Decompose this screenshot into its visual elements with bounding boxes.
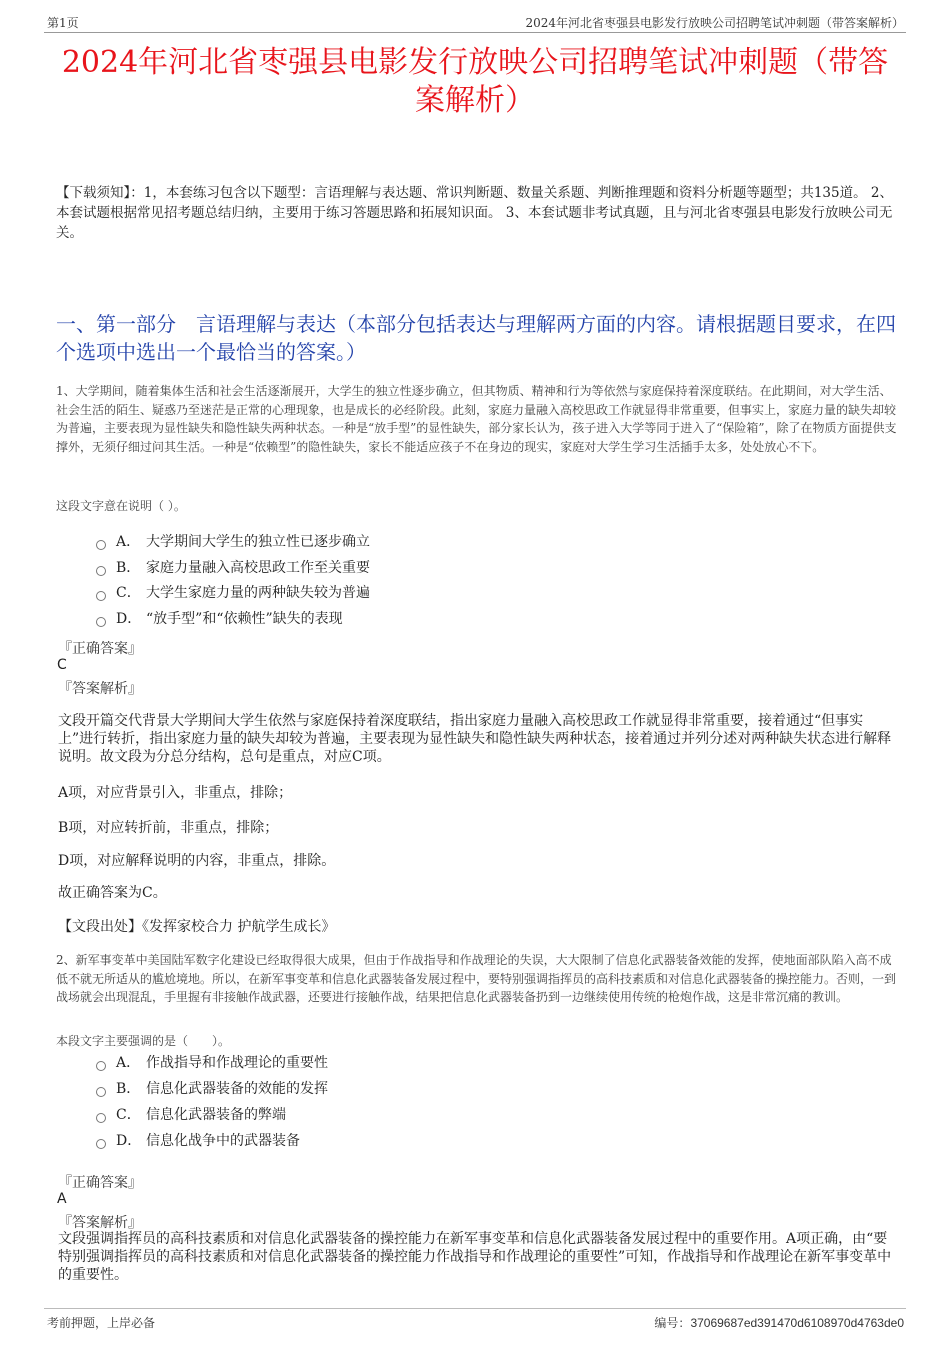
header-divider xyxy=(44,32,906,33)
question-1-stem: 1、大学期间，随着集体生活和社会生活逐渐展开，大学生的独立性逐步确立，但其物质、精神和行为等依然与家庭保持着深度联结。在此期间，对大学生活、社会生活的陌生、疑惑乃至迷茫是正常的心理现象，也是成长的必经阶段。此刻，家庭力量融入高校思政工作就显得非常重要，但事实上，家庭力量的缺失却较为普遍，主要表现为显性缺失和隐性缺失两种状态。一种是“放手型”的显性缺失，部分家长认为，孩子进入大学等同于进入了“保险箱”，除了在物质方面提供支撑外，无须仔细过问其生活。一种是“依赖型”的隐性缺失，家长不能适应孩子不在身边的现实，家庭对大学生学习生活插手太多，处处放心不下。 xyxy=(56,384,897,454)
radio-icon[interactable] xyxy=(96,1139,106,1149)
question-1-analysis: 文段开篇交代背景大学期间大学生依然与家庭保持着深度联结，指出家庭力量融入高校思政工作就显得非常重要，接着通过“但事实上”进行转折，指出家庭力量的缺失却较为普遍，主要表现为显性缺失和隐性缺失两种状态，接着通过并列分述对两种缺失状态进行解释说明。故文段为分总分结构，总句是重点，对应C项。 xyxy=(58,713,892,765)
question-2-option-b[interactable] xyxy=(96,1079,328,1099)
footer-id-value: 37069687ed391470d6108970d4763de0 xyxy=(690,1316,904,1330)
question-1-answer: C xyxy=(57,657,67,673)
question-2-answer: A xyxy=(57,1191,67,1207)
radio-icon[interactable] xyxy=(96,566,106,576)
radio-icon[interactable] xyxy=(96,1061,106,1071)
header-page-label: 第1页 xyxy=(47,16,79,30)
question-1-option-b[interactable] xyxy=(96,558,370,578)
section-title: 一、第一部分 言语理解与表达（本部分包括表达与理解两方面的内容。请根据题目要求，在四个选项中选出一个最恰当的答案。） xyxy=(56,312,896,364)
question-1-prompt: 这段文字意在说明（ ）。 xyxy=(56,499,186,513)
footer-divider xyxy=(44,1308,906,1309)
radio-icon[interactable] xyxy=(96,591,106,601)
option-text: “放手型”和“依赖性”缺失的表现 xyxy=(146,611,343,627)
option-letter: A． xyxy=(116,534,141,550)
option-letter: B． xyxy=(116,1081,141,1097)
download-notice: 【下载须知】：1，本套练习包含以下题型：言语理解与表达题、常识判断题、数量关系题、判断推理题和资料分析题等题型；共135道。 2、本套试题根据常见招考题总结归纳，主要用于练习答题思路和拓展知识面。 3、本套试题非考试真题，且与河北省枣强县电影发行放映公司无关。 xyxy=(56,185,893,241)
question-2-analysis-label: 『答案解析』 xyxy=(58,1215,142,1231)
question-1-analysis-line: B项，对应转折前，非重点，排除； xyxy=(58,820,279,836)
option-text: 大学生家庭力量的两种缺失较为普遍 xyxy=(146,585,370,601)
page-title: 2024年河北省枣强县电影发行放映公司招聘笔试冲刺题（带答案解析） xyxy=(61,45,889,118)
option-text: 家庭力量融入高校思政工作至关重要 xyxy=(146,560,370,576)
question-2-analysis: 文段强调指挥员的高科技素质和对信息化武器装备的操控能力在新军事变革和信息化武器装备发展过程中的重要作用。A项正确，由“要特别强调指挥员的高科技素质和对信息化武器装备的操控能力作战指导和作战理论的重要性”可知，作战指导和作战理论在新军事变革中的重要性。 xyxy=(58,1231,892,1283)
question-1-option-d[interactable] xyxy=(96,609,343,629)
question-1-analysis-line: A项，对应背景引入，非重点，排除； xyxy=(58,785,293,801)
question-2-prompt: 本段文字主要强调的是（ ）。 xyxy=(56,1034,231,1048)
radio-icon[interactable] xyxy=(96,540,106,550)
option-text: 大学期间大学生的独立性已逐步确立 xyxy=(146,534,370,550)
question-1-option-c[interactable] xyxy=(96,583,370,603)
footer-document-id xyxy=(654,1314,904,1331)
question-1-analysis-label: 『答案解析』 xyxy=(58,681,142,697)
option-text: 信息化战争中的武器装备 xyxy=(146,1133,300,1149)
option-letter: B． xyxy=(116,560,141,576)
question-2-option-a[interactable] xyxy=(96,1053,328,1073)
option-letter: D． xyxy=(116,611,142,627)
question-1-option-a[interactable] xyxy=(96,532,370,552)
option-text: 作战指导和作战理论的重要性 xyxy=(146,1055,328,1071)
question-2-option-c[interactable] xyxy=(96,1105,286,1125)
radio-icon[interactable] xyxy=(96,1087,106,1097)
question-1-source: 【文段出处】《发挥家校合力 护航学生成长》 xyxy=(58,919,336,935)
option-letter: A． xyxy=(116,1055,141,1071)
option-letter: D． xyxy=(116,1133,142,1149)
question-1-analysis-line: D项，对应解释说明的内容，非重点，排除。 xyxy=(58,853,336,869)
radio-icon[interactable] xyxy=(96,617,106,627)
footer-slogan: 考前押题，上岸必备 xyxy=(47,1316,156,1330)
footer-id-label: 编号： xyxy=(654,1316,691,1330)
option-letter: C． xyxy=(116,1107,141,1123)
option-text: 信息化武器装备的效能的发挥 xyxy=(146,1081,328,1097)
question-2-answer-label: 『正确答案』 xyxy=(58,1175,142,1191)
question-1-answer-label: 『正确答案』 xyxy=(58,641,142,657)
question-2-stem: 2、新军事变革中美国陆军数字化建设已经取得很大成果，但由于作战指导和作战理论的失误，大大限制了信息化武器装备效能的发挥，使地面部队陷入高不成低不就无所适从的尴尬境地。所以，在新军事变革和信息化武器装备发展过程中，要特别强调指挥员的高科技素质和对信息化武器装备的操控能力。否则，一到战场就会出现混乱，手里握有非接触作战武器，还要进行接触作战，结果把信息化武器装备扔到一边继续使用传统的枪炮作战，这是非常沉痛的教训。 xyxy=(56,953,897,1004)
header-doc-title: 2024年河北省枣强县电影发行放映公司招聘笔试冲刺题（带答案解析） xyxy=(525,16,904,30)
radio-icon[interactable] xyxy=(96,1113,106,1123)
option-text: 信息化武器装备的弊端 xyxy=(146,1107,286,1123)
question-1-conclusion: 故正确答案为C。 xyxy=(58,885,167,901)
option-letter: C． xyxy=(116,585,141,601)
question-2-option-d[interactable] xyxy=(96,1131,300,1151)
